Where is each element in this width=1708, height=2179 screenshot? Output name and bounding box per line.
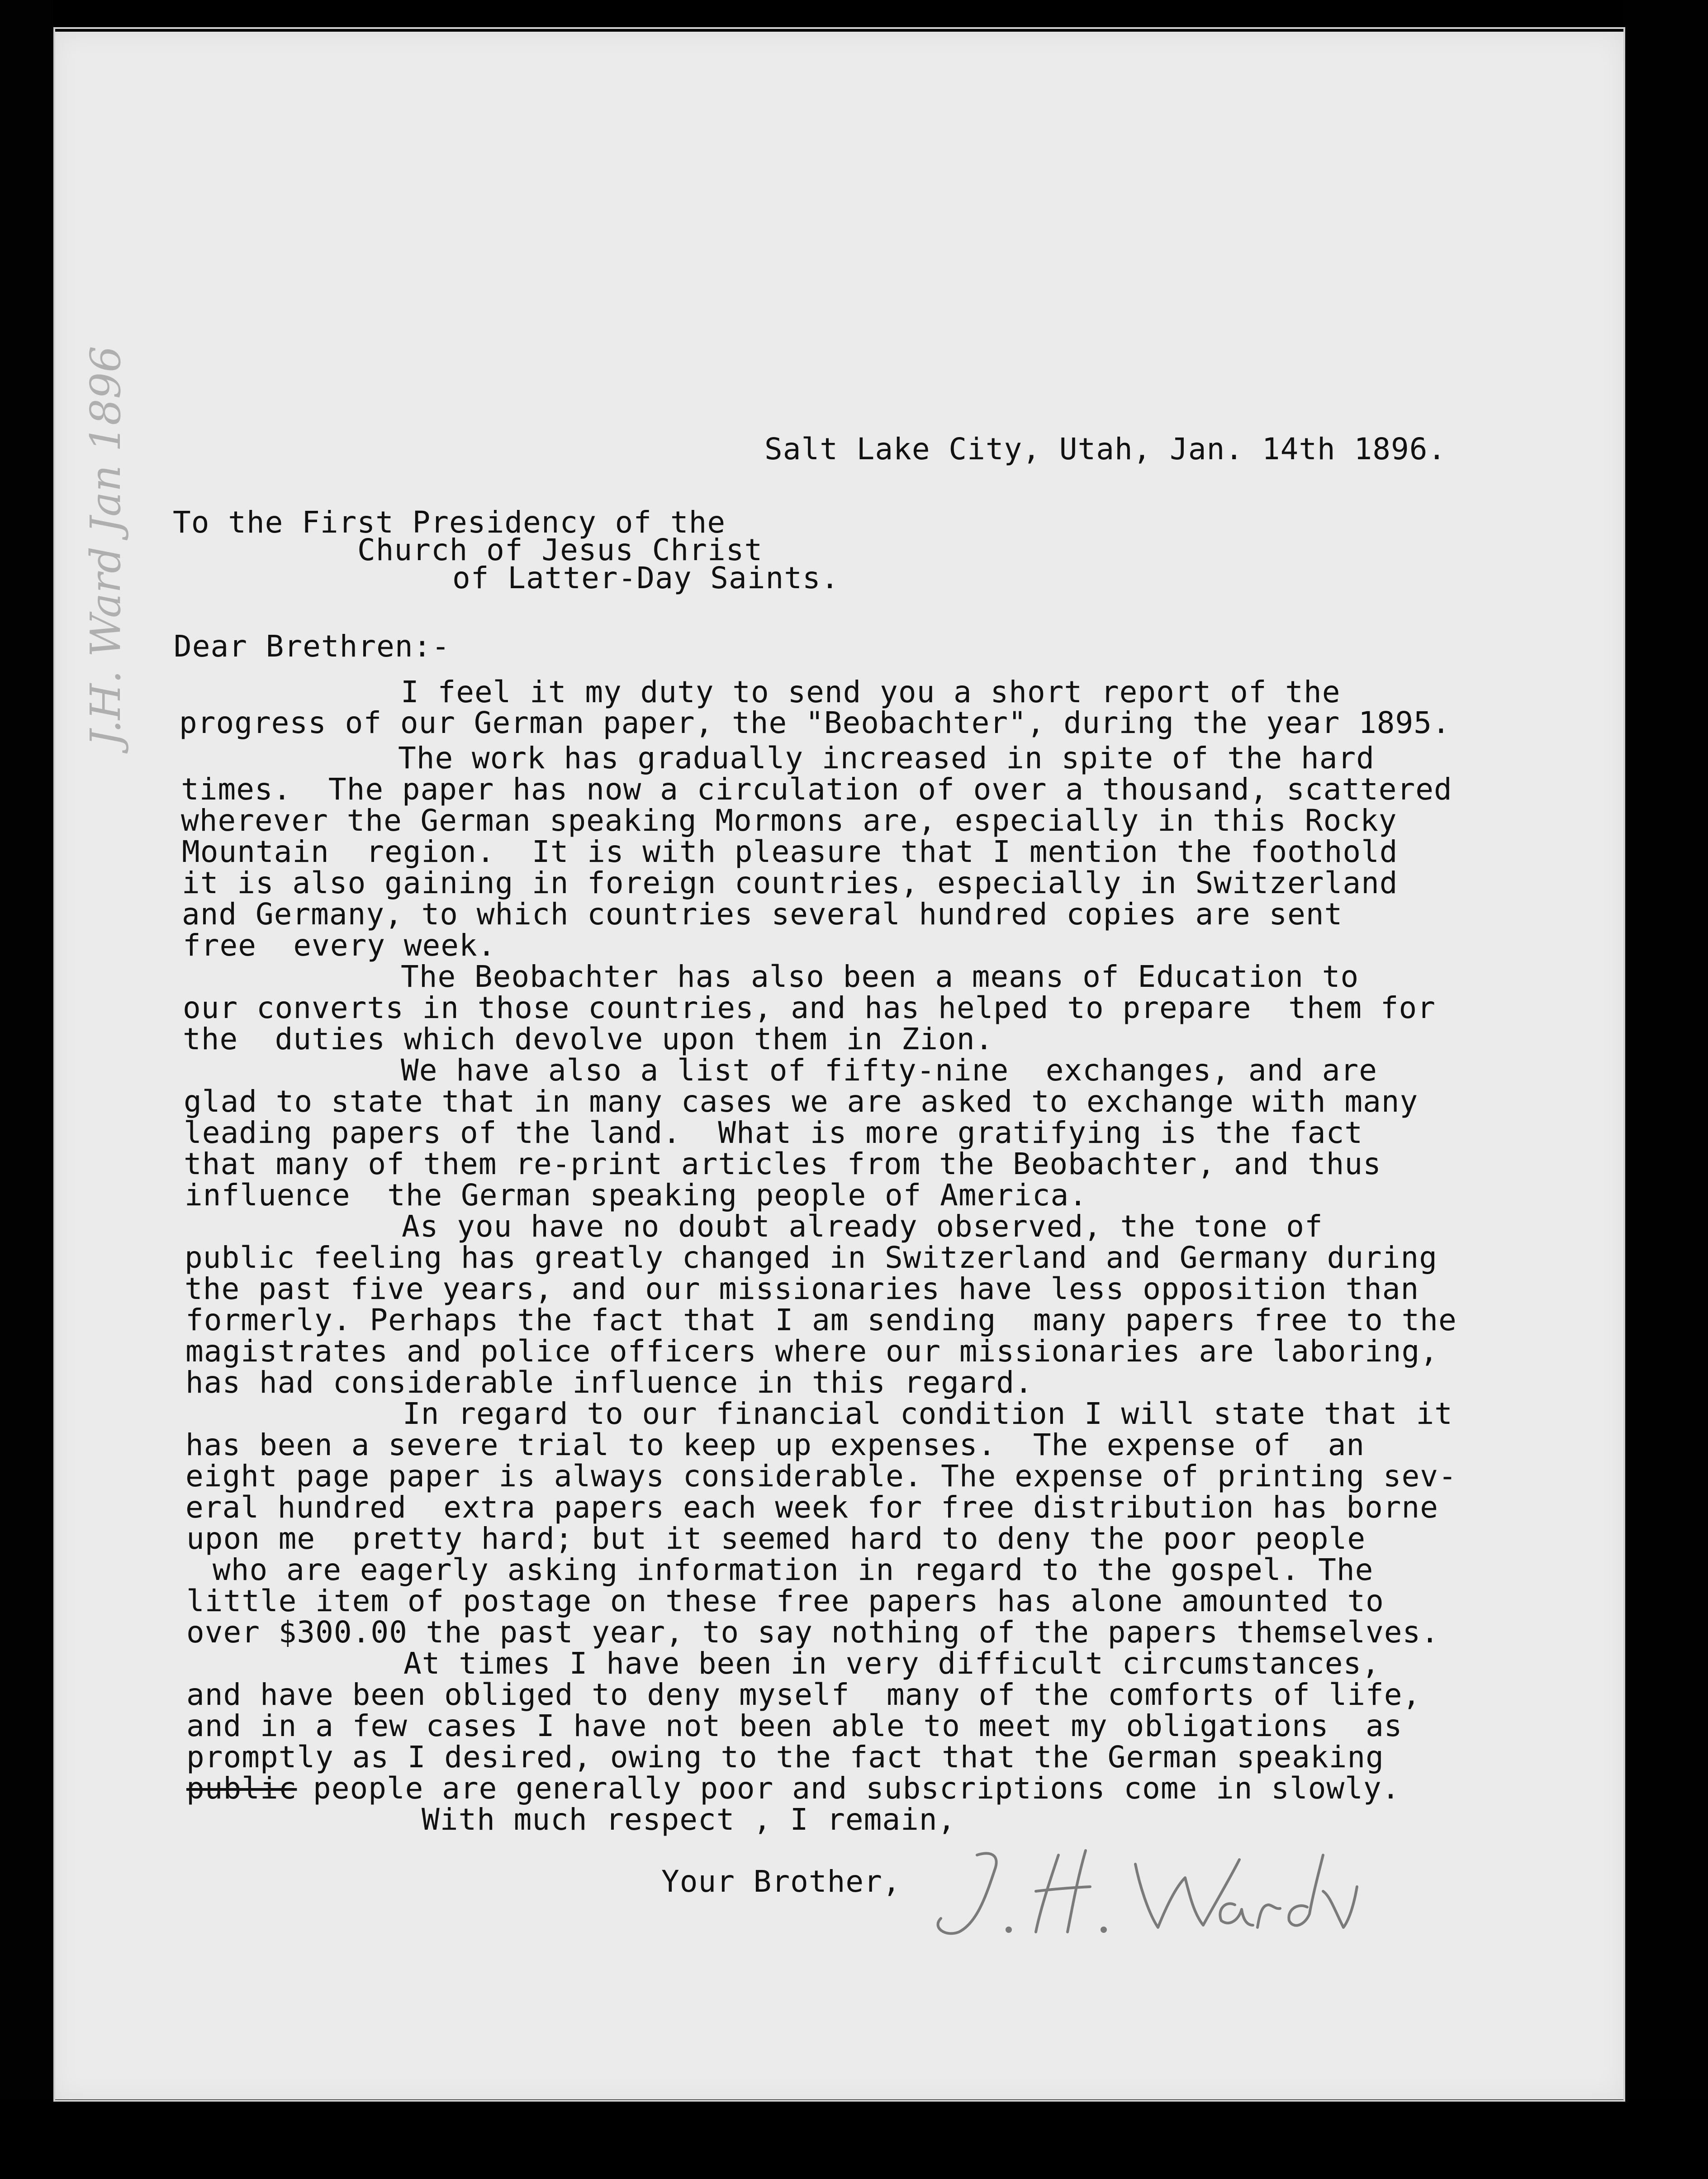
body-line: has had considerable influence in this regard. (185, 1365, 1033, 1400)
address-line-1: To the First Presidency of the (173, 505, 726, 540)
body-line: over $300.00 the past year, to say nothing of the papers themselves. (186, 1615, 1440, 1650)
scan-border-left (0, 0, 53, 2179)
body-line: wherever the German speaking Mormons are, especially in this Rocky (181, 803, 1397, 838)
handwritten-signature (923, 1837, 1366, 1946)
valediction: Your Brother, (661, 1864, 901, 1899)
body-line: times. The paper has now a circulation of over a thousand, scattered (181, 772, 1452, 807)
body-line: and Germany, to which countries several hundred copies are sent (182, 897, 1343, 932)
body-line: The work has gradually increased in spite of the hard (398, 741, 1375, 775)
body-line: I feel it my duty to send you a short report of the (401, 675, 1341, 709)
struck-word: public (186, 1771, 297, 1806)
body-line: At times I have been in very difficult circumstances, (403, 1646, 1380, 1681)
body-line: leading papers of the land. What is more gratifying is the fact (184, 1115, 1363, 1150)
body-line: people are generally poor and subscriptions come in slowly. (313, 1771, 1400, 1806)
body-line: promptly as I desired, owing to the fact that the German speaking (186, 1740, 1384, 1775)
salutation: Dear Brethren:- (174, 629, 451, 664)
body-line: upon me pretty hard; but it seemed hard to deny the poor people (186, 1521, 1366, 1556)
body-line: who are eagerly asking information in regard to the gospel. The (213, 1552, 1374, 1587)
body-line: free every week. (183, 928, 496, 963)
body-line: and have been obliged to deny myself many of the comforts of life, (186, 1677, 1421, 1712)
body-line: influence the German speaking people of America. (185, 1178, 1088, 1213)
body-line: We have also a list of fifty-nine exchanges, and are (401, 1053, 1377, 1088)
body-line: and in a few cases I have not been able to meet my obligations as (186, 1708, 1403, 1743)
body-line: public feeling has greatly changed in Switzerland and Germany during (185, 1240, 1438, 1275)
body-line: glad to state that in many cases we are asked to exchange with many (184, 1084, 1419, 1119)
body-line: eight page paper is always considerable. The expense of printing sev- (185, 1459, 1457, 1494)
body-line: that many of them re-print articles from the Beobachter, and thus (184, 1147, 1381, 1181)
body-line: the duties which devolve upon them in Zion. (183, 1022, 994, 1056)
scan-border-right (1624, 0, 1708, 2179)
body-line: the past five years, and our missionaries have less opposition than (185, 1271, 1419, 1306)
closing-line: With much respect , I remain, (422, 1802, 956, 1837)
body-line: The Beobachter has also been a means of Education to (401, 959, 1359, 994)
body-line: progress of our German paper, the "Beobachter", during the year 1895. (179, 705, 1451, 740)
address-line-2: Church of Jesus Christ (357, 533, 763, 567)
scan-border-bottom (0, 2099, 1708, 2179)
body-line: it is also gaining in foreign countries, especially in Switzerland (182, 866, 1398, 900)
dateline: Salt Lake City, Utah, Jan. 14th 1896. (764, 432, 1447, 466)
body-line: little item of postage on these free papers has alone amounted to (186, 1584, 1384, 1618)
body-line: eral hundred extra papers each week for free distribution has borne (185, 1490, 1439, 1525)
body-line: Mountain region. It is with pleasure that I mention the foothold (182, 834, 1398, 869)
body-line: magistrates and police officers where our missionaries are laboring, (185, 1334, 1439, 1369)
body-line: formerly. Perhaps the fact that I am sending many papers free to the (185, 1303, 1457, 1337)
margin-annotation: J.H. Ward Jan 1896 (81, 346, 130, 747)
address-line-3: of Latter-Day Saints. (452, 561, 840, 595)
body-line: In regard to our financial condition I will state that it (403, 1396, 1453, 1431)
body-line: As you have no doubt already observed, the tone of (402, 1209, 1323, 1244)
body-line: has been a severe trial to keep up expenses. The expense of an (185, 1427, 1365, 1462)
body-line: our converts in those countries, and has helped to prepare them for (183, 990, 1436, 1025)
